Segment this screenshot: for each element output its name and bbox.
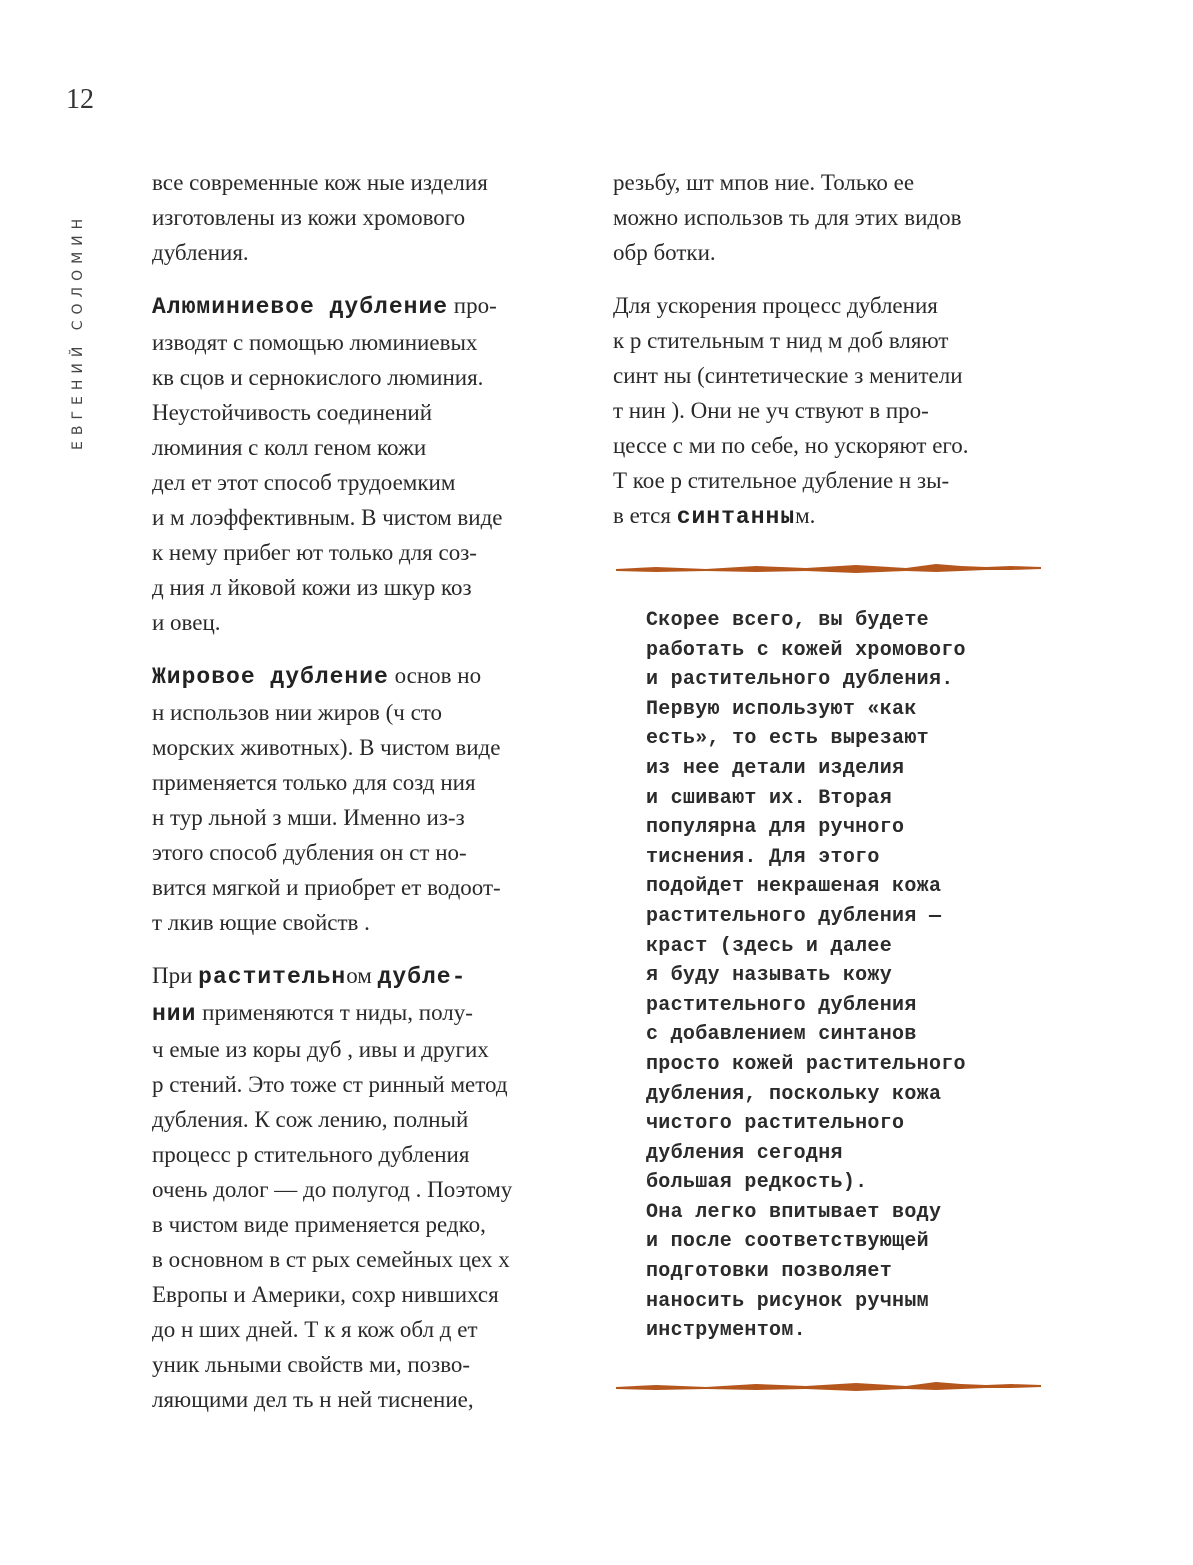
text-line: н тур льной з мши. Именно из-з [152,805,465,830]
text-line: подготовки позволяет [646,1260,893,1284]
text-line: большая редкость). [646,1171,868,1195]
text-line: обр ботки. [613,240,716,265]
left-column [152,165,592,1435]
text-line: цессе с ми по себе, но ускоряют его. [613,433,969,458]
text-line: Скорее всего, вы будете [646,609,929,632]
text-line: инструментом. [646,1319,806,1343]
text-line: Первую используют «как [646,697,917,721]
text-line: Она легко впитывает воду [646,1200,942,1224]
paragraph-vegetable-tanning: При растительном дубле- нии применяются т ниды, полу- ч емые из коры дуб , ивы и других р стений. Это тоже ст ринный метод дубления. К сож лению, полный процесс р стительного дубления очень долог — до полугод . Поэтому в чистом виде применяется редко, в основном в ст рых семейных цех х Европы и Америки, сохр нившихся до н ших дней. Т к я кож обл д ет уник льными свойств ми, позво- ляющими дел ть н ней тиснение, [152,958,592,1417]
text-line: популярна для ручного [646,816,905,840]
term-tanning: дубле- [377,964,467,990]
text-line: есть», то есть вырезают [646,727,929,751]
text-line: вится мягкой и приобрет ет водоот- [152,875,501,900]
text-line: изготовлены из кожи хромового [152,205,466,230]
text-line: наносить рисунок ручным [646,1289,929,1313]
text-line: работать с кожей хромового [646,638,966,662]
text-line: все современные кож ные изделия [152,170,488,195]
text-line: Европы и Америки, сохр нившихся [152,1282,499,1307]
text-line: ляющими дел ть н ней тиснение, [152,1387,474,1412]
text-line: люминия с колл геном кожи [152,435,427,460]
text-line: дубления. К сож лению, полный [152,1107,469,1132]
brush-stroke-divider-top [616,560,1041,576]
text-line: я буду называть кожу [646,964,893,988]
text-line: т нин ). Они не уч ствуют в про- [613,398,929,423]
term-tanning-end: нии [152,1001,197,1027]
text-line: можно использов ть для этих видов [613,205,962,230]
text-line: дубления сегодня [646,1141,843,1165]
running-head: ЕВГЕНИЙ СОЛОМИН [70,212,86,450]
text-line: дубления, поскольку кожа [646,1082,942,1106]
page-number: 12 [66,84,94,115]
text-line: к нему прибег ют только для соз- [152,540,477,565]
text-line: применяется только для созд ния [152,770,476,795]
text-line: из нее детали изделия [646,756,905,780]
text-line: р стений. Это тоже ст ринный метод [152,1072,508,1097]
text-line: с добавлением синтанов [646,1023,917,1047]
text-line: подойдет некрашеная кожа [646,875,942,899]
text-line: просто кожей растительного [646,1052,966,1076]
term-syntan: синтанны [676,504,796,530]
text-line: краст (здесь и далее [646,934,893,958]
text-line: и м лоэффективным. В чистом виде [152,505,503,530]
text-line: тиснения. Для этого [646,845,880,869]
term-vegetable: растительн [198,964,347,990]
paragraph-aluminum-tanning: Алюминиевое дубление про- изводят с помощью люминиевых кв сцов и сернокислого люминия. Неустойчивость соединений люминия с колл геном кожи дел ет этот способ трудоемким и м лоэффективным. В чистом виде к нему прибег ют только для соз- д ния л йковой кожи из шкур коз и овец. [152,288,592,640]
text-line: в основном в ст рых семейных цех х [152,1247,510,1272]
text-line: растительного дубления — [646,904,942,928]
paragraph-syntans: Для ускорения процесс дубления к р стительным т нид м доб вляют синт ны (синтетические з менители т нин ). Они не уч ствуют в про- цессе с ми по себе, но ускоряют его. Т кое р стительное дубление н зы- в ется синтанным. [613,288,1053,535]
text-line: и после соответствующей [646,1230,929,1254]
text-line: до н ших дней. Т к я кож обл д ет [152,1317,478,1342]
term-aluminum-tanning: Алюминиевое дубление [152,294,449,320]
text-line: Неустойчивость соединений [152,400,433,425]
term-fat-tanning: Жировое дубление [152,664,389,690]
text-line: чистого растительного [646,1112,905,1136]
text-line: д ния л йковой кожи из шкур коз [152,575,472,600]
sidebar-note [646,606,1046,1346]
text-line: кв сцов и сернокислого люминия. [152,365,484,390]
text-line: растительного дубления [646,993,917,1017]
paragraph-embossing [613,165,1053,270]
text-line: Для ускорения процесс дубления [613,293,938,318]
text-line: ч емые из коры дуб , ивы и других [152,1037,489,1062]
text-line: уник льными свойств ми, позво- [152,1352,471,1377]
text-line: и овец. [152,610,221,635]
paragraph-fat-tanning: Жировое дубление основ но н использов нии жиров (ч сто морских животных). В чистом виде применяется только для созд ния н тур льной з мши. Именно из-з этого способ дубления он ст но- вится мягкой и приобрет ет водоот- т лкив ющие свойств . [152,658,592,940]
text-line: Т кое р стительное дубление н зы- [613,468,950,493]
text-line: дубления. [152,240,249,265]
brush-stroke-divider-bottom [616,1378,1041,1394]
text-line: к р стительным т нид м доб вляют [613,328,949,353]
text-line: резьбу, шт мпов ние. Только ее [613,170,915,195]
text-line: синт ны (синтетические з менители [613,363,963,388]
text-line: в чистом виде применяется редко, [152,1212,486,1237]
text-line: и растительного дубления. [646,668,954,692]
text-line: этого способ дубления он ст но- [152,840,467,865]
text-line: и сшивают их. Вторая [646,786,893,810]
text-line: изводят с помощью люминиевых [152,330,478,355]
text-line: н использов нии жиров (ч сто [152,700,443,725]
text-line: очень долог — до полугод . Поэтому [152,1177,513,1202]
text-line: дел ет этот способ трудоемким [152,470,456,495]
text-line: морских животных). В чистом виде [152,735,501,760]
text-line: т лкив ющие свойств . [152,910,370,935]
text-line: процесс р стительного дубления [152,1142,470,1167]
paragraph-chrome-tanning [152,165,592,270]
right-column [613,165,1053,553]
